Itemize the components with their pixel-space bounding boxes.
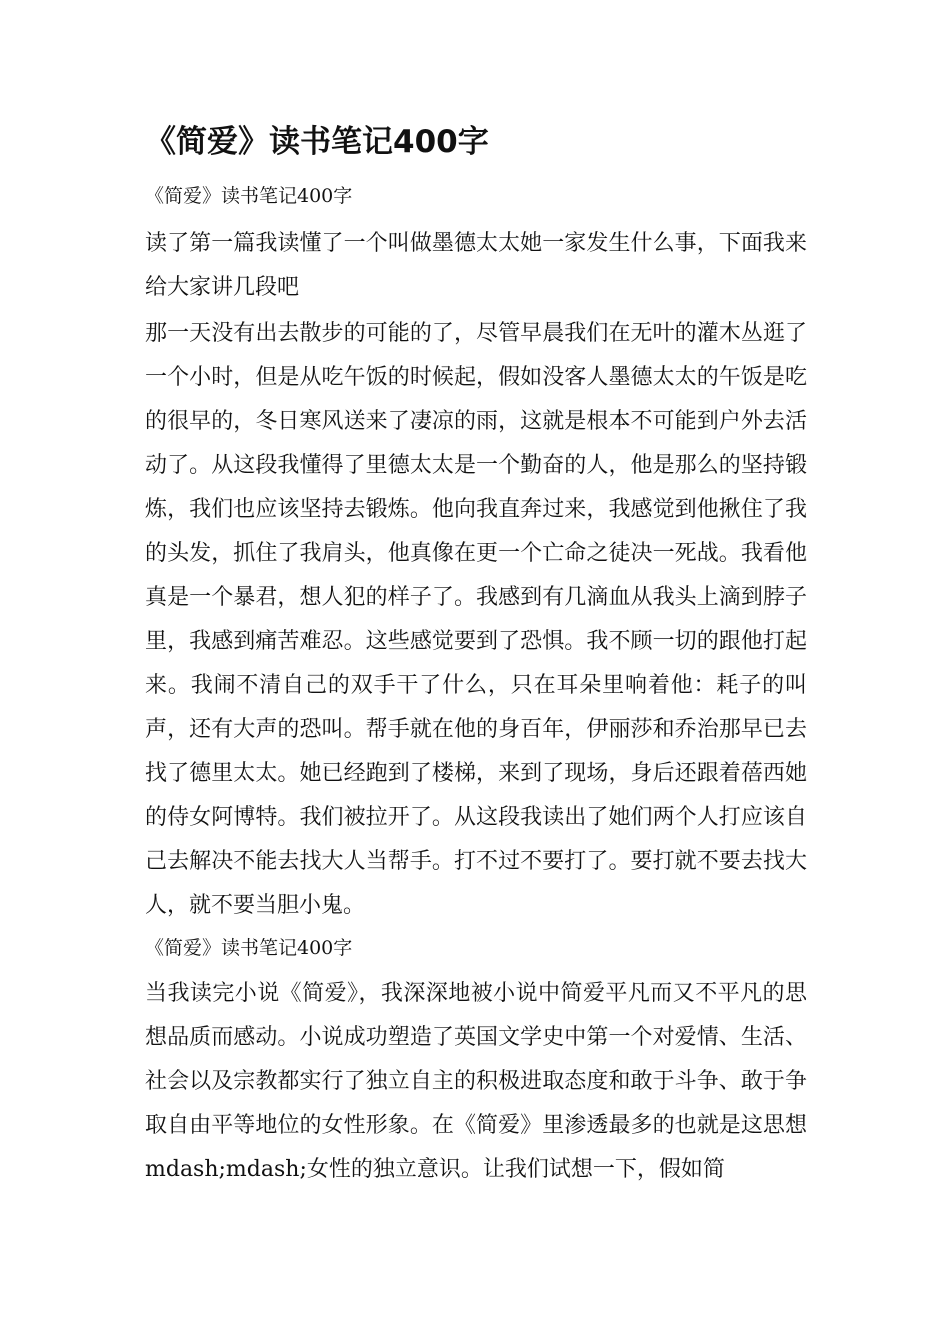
paragraph: 那一天没有出去散步的可能的了，尽管早晨我们在无叶的灌木丛逛了一个小时，但是从吃午饭的时候起，假如没客人墨德太太的午饭是吃的很早的，冬日寒风送来了凄凉的雨，这就是根本不可能到户外去活动了。从这段我懂得了里德太太是一个勤奋的人，他是那么的坚持锻炼，我们也应该坚持去锻炼。他向我直奔过来，我感觉到他揪住了我的头发，抓住了我肩头，他真像在更一个亡命之徒决一死战。我看他真是一个暴君，想人犯的样子了。我感到有几滴血从我头上滴到脖子里，我感到痛苦难忍。这些感觉要到了恐惧。我不顾一切的跟他打起来。我闹不清自己的双手干了什么，只在耳朵里响着他：耗子的叫声，还有大声的恐叫。帮手就在他的身百年，伊丽莎和乔治那早已去找了德里太太。她已经跑到了楼梯，来到了现场，身后还跟着蓓西她的侍女阿博特。我们被拉开了。从这段我读出了她们两个人打应该自己去解决不能去找大人当帮手。打不过不要打了。要打就不要去找大人，就不要当胆小鬼。 [145,321,807,918]
document-title: 《简爱》读书笔记400字 [145,124,489,160]
section-heading: 《简爱》读书笔记400字 [145,937,353,959]
paragraph: 当我读完小说《简爱》，我深深地被小说中简爱平凡而又不平凡的思想品质而感动。小说成功塑造了英国文学史中第一个对爱情、生活、社会以及宗教都实行了独立自主的积极进取态度和敢于斗争、敢于争取自由平等地位的女性形象。在《简爱》里渗透最多的也就是这思想mdash;mdash;女性的独立意识。让我们试想一下，假如简 [145,981,807,1182]
document-page [145,118,807,1192]
section-1 [145,180,807,928]
section-2 [145,932,807,1192]
paragraph: 读了第一篇我读懂了一个叫做墨德太太她一家发生什么事，下面我来给大家讲几段吧 [145,231,807,300]
section-heading: 《简爱》读书笔记400字 [145,185,353,207]
